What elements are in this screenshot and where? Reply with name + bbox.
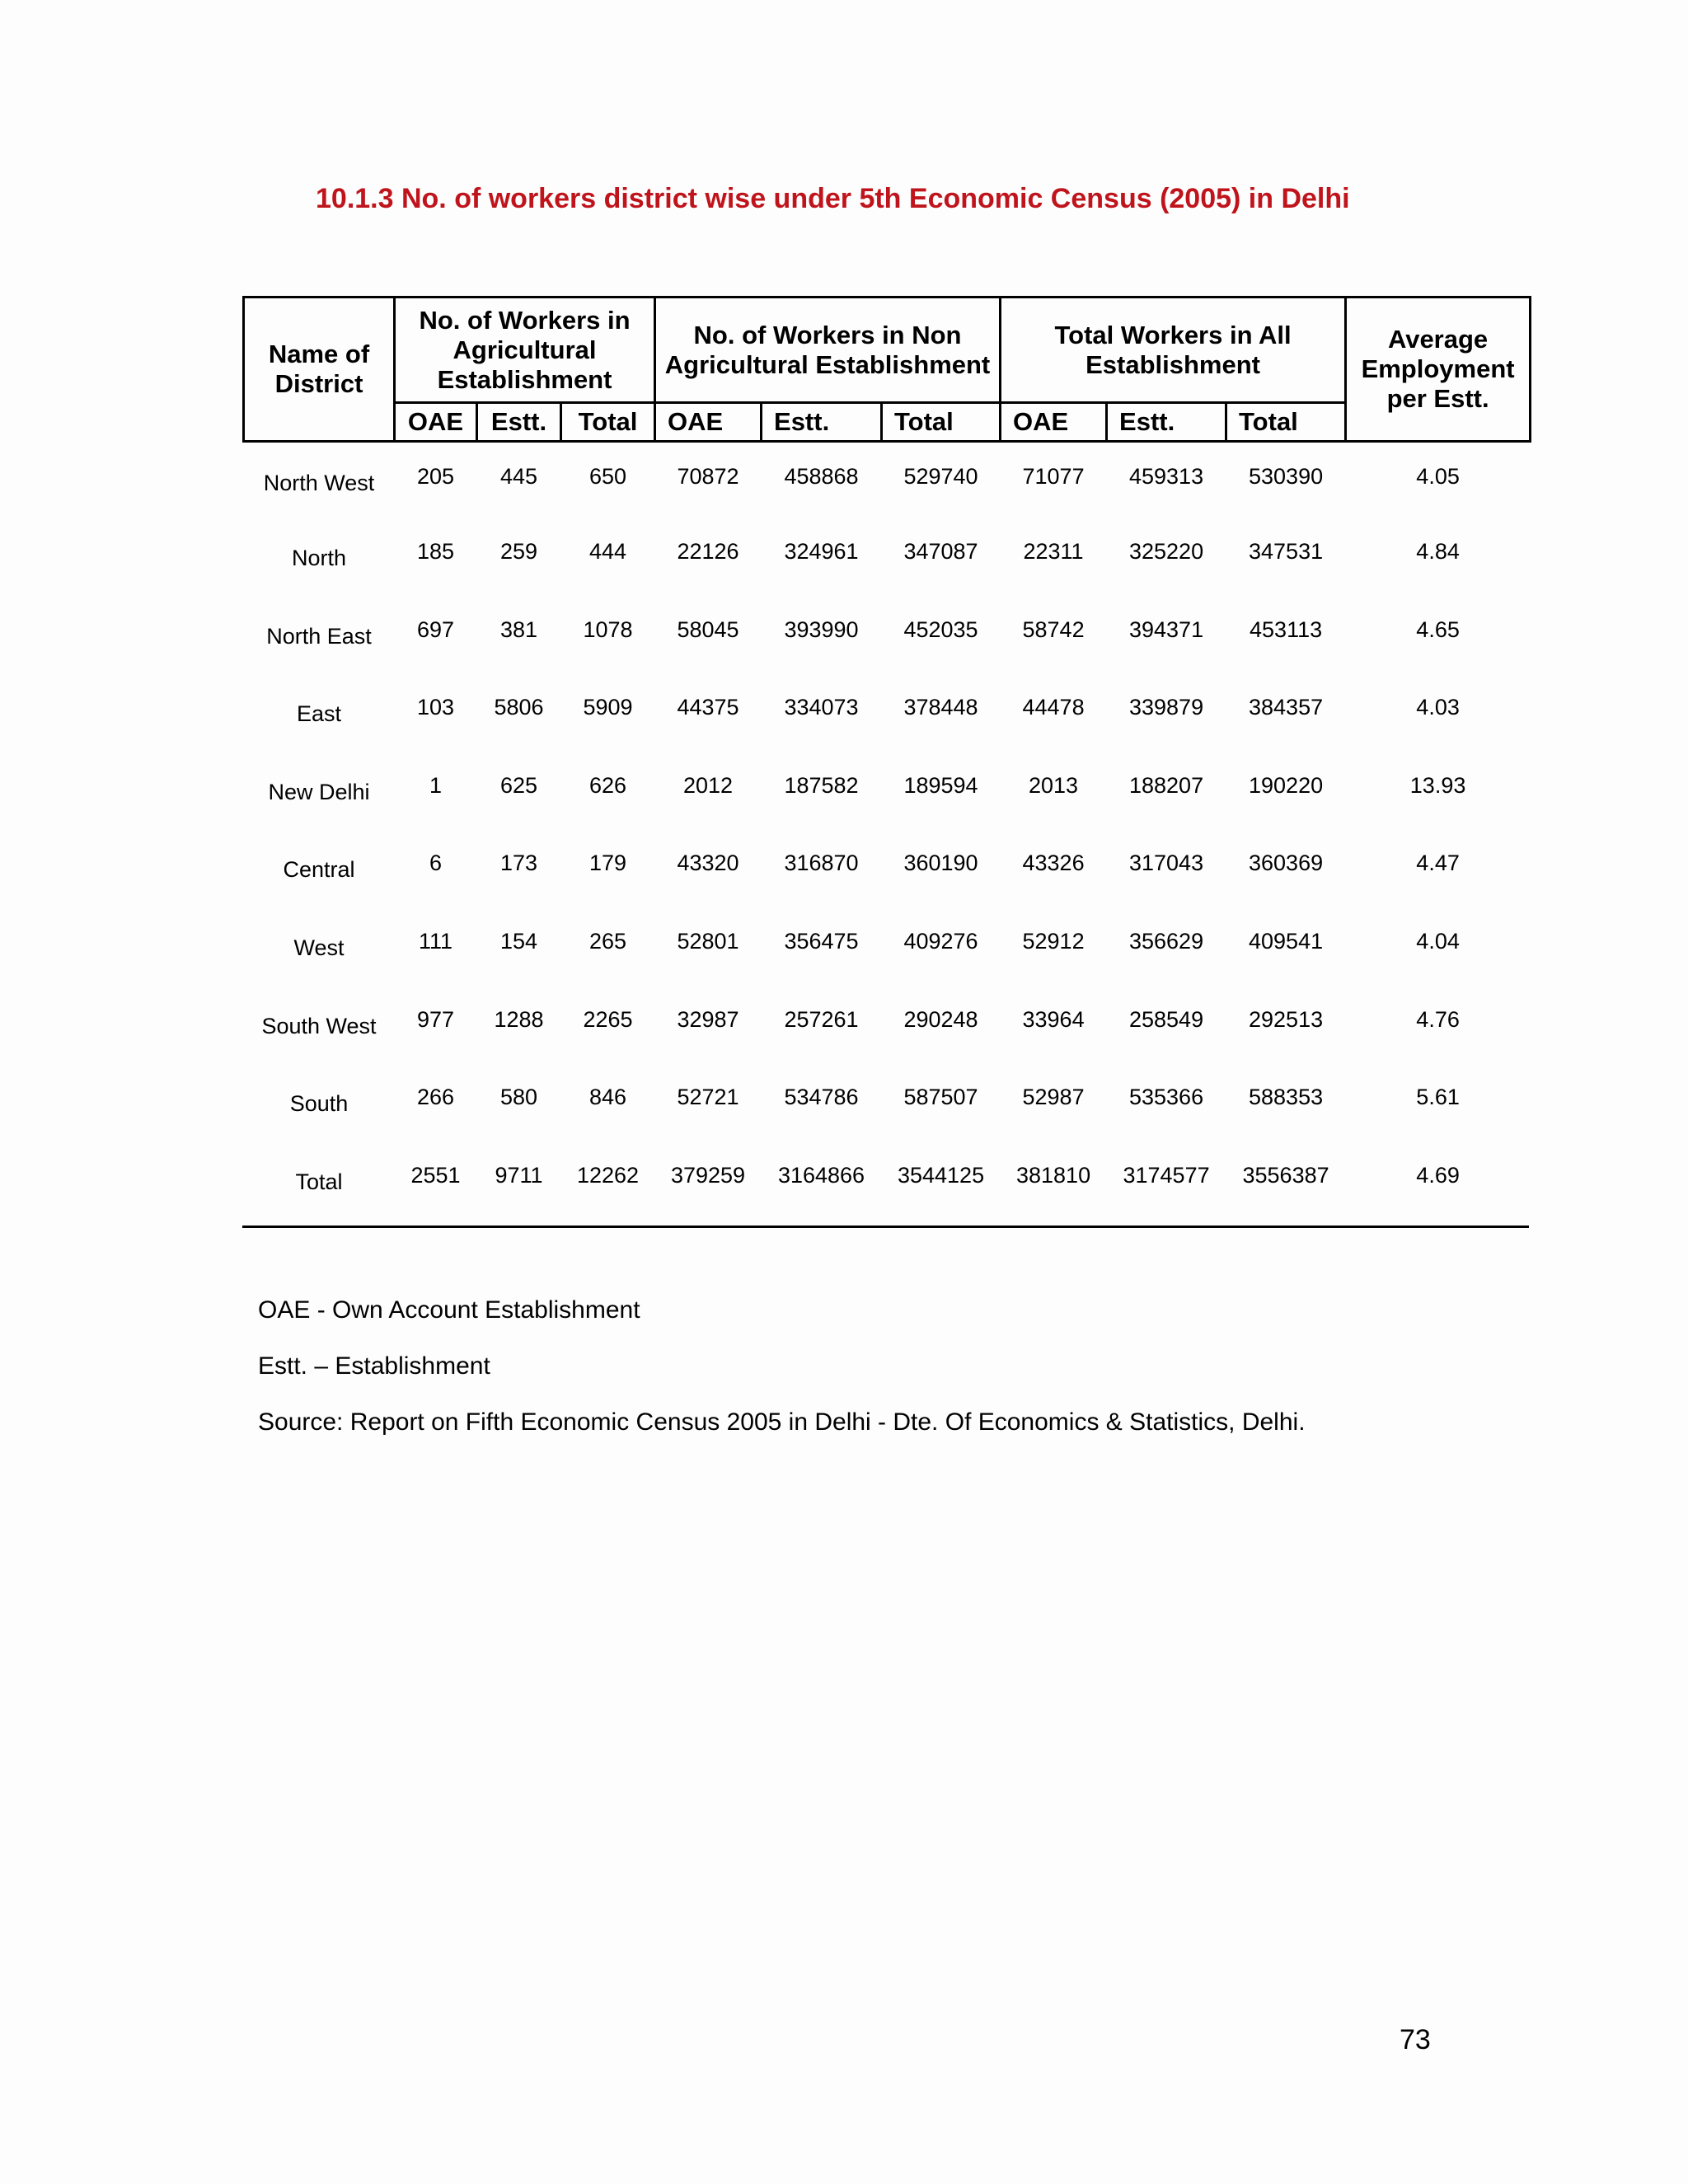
- agr-oae-cell: 205: [416, 464, 455, 489]
- district-name: North East: [266, 623, 372, 649]
- all-estt-cell: 3174577: [1123, 1162, 1210, 1188]
- agr-oae-cell: 266: [416, 1085, 455, 1110]
- nonagr-total-cell: 409276: [903, 929, 978, 954]
- all-total-cell: 409541: [1249, 929, 1324, 954]
- nonagr-estt-cell: 257261: [784, 1006, 859, 1032]
- all-oae-cell: 58742: [1022, 616, 1085, 642]
- all-total-cell: 3556387: [1242, 1162, 1329, 1188]
- nonagr-total-cell: 290248: [903, 1006, 978, 1032]
- nonagr-estt-cell: 534786: [784, 1085, 859, 1110]
- agr-estt-cell: 625: [499, 772, 538, 798]
- subheader-nonagr-estt: Estt.: [762, 403, 882, 442]
- all-estt-cell: 535366: [1128, 1085, 1204, 1110]
- subheader-agr-total: Total: [561, 403, 655, 442]
- all-oae-cell: 2013: [1029, 772, 1079, 798]
- table-row: [244, 598, 1531, 676]
- all-oae-cell: 33964: [1022, 1006, 1085, 1032]
- table-row: [244, 831, 1531, 909]
- agr-oae-cell: 185: [416, 539, 455, 565]
- nonagr-total-cell: 378448: [903, 695, 978, 720]
- header-average-employment: Average Employment per Estt.: [1346, 298, 1531, 442]
- subheader-agr-estt: Estt.: [477, 403, 561, 442]
- nonagr-estt-cell: 458868: [784, 464, 859, 489]
- table-row: [244, 1143, 1531, 1221]
- all-oae-cell: 52912: [1022, 929, 1085, 954]
- table-row: [244, 442, 1531, 520]
- all-oae-cell: 22311: [1023, 539, 1084, 565]
- all-estt-cell: 339879: [1128, 695, 1204, 720]
- district-name: East: [296, 701, 342, 727]
- nonagr-estt-cell: 356475: [784, 929, 859, 954]
- table-body: [244, 442, 1531, 1221]
- nonagr-total-cell: 189594: [903, 772, 978, 798]
- nonagr-oae-cell: 2012: [682, 772, 734, 798]
- all-total-cell: 530390: [1249, 464, 1324, 489]
- all-oae-cell: 381810: [1015, 1162, 1091, 1188]
- footnote-source: Source: Report on Fifth Economic Census 2005 in Delhi - Dte. Of Economics & Statistics, Delhi.: [258, 1408, 1306, 1436]
- table-row: [244, 909, 1531, 987]
- district-name: New Delhi: [268, 779, 370, 804]
- agr-oae-cell: 1: [429, 772, 443, 798]
- district-name: North West: [263, 471, 375, 495]
- subheader-agr-oae: OAE: [395, 403, 477, 442]
- avg-employment-cell: 4.69: [1416, 1162, 1460, 1188]
- agr-total-cell: 12262: [576, 1162, 640, 1188]
- subheader-nonagr-total: Total: [882, 403, 1001, 442]
- agr-oae-cell: 697: [416, 616, 455, 642]
- table-row: [244, 1065, 1531, 1143]
- nonagr-oae-cell: 22126: [677, 539, 739, 565]
- all-estt-cell: 188207: [1128, 772, 1204, 798]
- nonagr-estt-cell: 316870: [784, 851, 859, 876]
- subheader-nonagr-oae: OAE: [655, 403, 762, 442]
- footnote-estt: Estt. – Establishment: [258, 1352, 490, 1380]
- subheader-all-total: Total: [1226, 403, 1346, 442]
- district-name: Central: [283, 857, 355, 883]
- table-bottom-rule: [242, 1226, 1529, 1228]
- all-total-cell: 190220: [1249, 772, 1324, 798]
- agr-oae-cell: 977: [416, 1006, 455, 1032]
- footnotes: [258, 1282, 1306, 1451]
- agr-total-cell: 179: [588, 851, 627, 876]
- header-agricultural: No. of Workers in Agricultural Establishment: [395, 298, 655, 403]
- avg-employment-cell: 4.05: [1416, 464, 1460, 489]
- all-oae-cell: 44478: [1022, 695, 1085, 720]
- all-estt-cell: 356629: [1128, 929, 1204, 954]
- agr-total-cell: 2265: [583, 1006, 633, 1032]
- agr-total-cell: 846: [588, 1085, 627, 1110]
- nonagr-oae-cell: 43320: [677, 851, 739, 876]
- nonagr-total-cell: 452035: [903, 616, 978, 642]
- agr-total-cell: 5909: [583, 695, 633, 720]
- nonagr-estt-cell: 393990: [784, 616, 859, 642]
- nonagr-estt-cell: 324961: [784, 539, 859, 565]
- agr-estt-cell: 1288: [494, 1006, 544, 1032]
- nonagr-total-cell: 347087: [903, 539, 978, 565]
- nonagr-total-cell: 360190: [903, 851, 978, 876]
- avg-employment-cell: 13.93: [1409, 772, 1466, 798]
- table-row: [244, 987, 1531, 1066]
- all-oae-cell: 43326: [1022, 851, 1085, 876]
- table-title-text: No. of workers district wise under 5th Economic Census (2005) in Delhi: [401, 183, 1350, 214]
- nonagr-oae-cell: 52721: [677, 1085, 739, 1110]
- footnote-oae: OAE - Own Account Establishment: [258, 1296, 640, 1324]
- district-name: Total: [295, 1169, 343, 1194]
- agr-estt-cell: 580: [499, 1085, 538, 1110]
- header-non-agricultural: No. of Workers in Non Agricultural Establishment: [655, 298, 1001, 403]
- district-name: South West: [261, 1013, 377, 1038]
- nonagr-estt-cell: 3164866: [777, 1162, 865, 1188]
- nonagr-total-cell: 529740: [903, 464, 978, 489]
- all-estt-cell: 258549: [1128, 1006, 1204, 1032]
- page-number: 73: [1400, 2024, 1431, 2055]
- all-estt-cell: 459313: [1128, 464, 1204, 489]
- avg-employment-cell: 4.65: [1416, 616, 1460, 642]
- agr-oae-cell: 2551: [410, 1162, 461, 1188]
- agr-estt-cell: 445: [499, 464, 538, 489]
- nonagr-total-cell: 3544125: [897, 1162, 985, 1188]
- agr-estt-cell: 173: [499, 851, 538, 876]
- header-total-workers: Total Workers in All Establishment: [1001, 298, 1346, 403]
- district-name: South: [289, 1091, 349, 1117]
- nonagr-estt-cell: 187582: [784, 772, 859, 798]
- agr-estt-cell: 381: [499, 616, 538, 642]
- nonagr-oae-cell: 44375: [677, 695, 739, 720]
- nonagr-oae-cell: 379259: [670, 1162, 746, 1188]
- agr-oae-cell: 103: [416, 695, 455, 720]
- table-row: [244, 675, 1531, 753]
- agr-estt-cell: 154: [499, 929, 538, 954]
- avg-employment-cell: 4.04: [1416, 929, 1460, 954]
- agr-total-cell: 444: [588, 539, 627, 565]
- table-row: [244, 519, 1531, 598]
- all-total-cell: 453113: [1250, 616, 1323, 642]
- all-total-cell: 292513: [1249, 1006, 1324, 1032]
- agr-total-cell: 650: [588, 464, 627, 489]
- avg-employment-cell: 4.76: [1416, 1006, 1460, 1032]
- avg-employment-cell: 4.03: [1416, 695, 1460, 720]
- avg-employment-cell: 4.84: [1416, 539, 1460, 565]
- agr-estt-cell: 9711: [495, 1162, 543, 1188]
- all-total-cell: 588353: [1249, 1085, 1324, 1110]
- nonagr-oae-cell: 58045: [677, 616, 739, 642]
- subheader-all-oae: OAE: [1001, 403, 1107, 442]
- agr-estt-cell: 259: [499, 539, 538, 565]
- nonagr-oae-cell: 70872: [677, 464, 739, 489]
- nonagr-oae-cell: 52801: [677, 929, 739, 954]
- subheader-all-estt: Estt.: [1107, 403, 1226, 442]
- all-oae-cell: 52987: [1022, 1085, 1085, 1110]
- agr-total-cell: 265: [588, 929, 627, 954]
- agr-total-cell: 626: [588, 772, 627, 798]
- all-oae-cell: 71077: [1022, 464, 1085, 489]
- agr-oae-cell: 6: [429, 851, 443, 876]
- agr-oae-cell: 111: [418, 929, 453, 954]
- all-estt-cell: 325220: [1128, 539, 1204, 565]
- agr-total-cell: 1078: [583, 616, 633, 642]
- nonagr-total-cell: 587507: [903, 1085, 978, 1110]
- avg-employment-cell: 5.61: [1416, 1085, 1460, 1110]
- district-name: North: [291, 546, 347, 571]
- all-total-cell: 360369: [1249, 851, 1324, 876]
- all-estt-cell: 317043: [1128, 851, 1204, 876]
- nonagr-oae-cell: 32987: [677, 1006, 739, 1032]
- workers-census-table: [242, 296, 1531, 1221]
- nonagr-estt-cell: 334073: [784, 695, 859, 720]
- table-number: 10.1.3: [316, 183, 394, 214]
- all-total-cell: 347531: [1249, 539, 1324, 565]
- avg-employment-cell: 4.47: [1416, 851, 1460, 876]
- district-name: West: [293, 935, 345, 961]
- all-estt-cell: 394371: [1128, 616, 1204, 642]
- all-total-cell: 384357: [1249, 695, 1324, 720]
- table-row: [244, 753, 1531, 832]
- header-district: Name of District: [244, 298, 395, 442]
- agr-estt-cell: 5806: [494, 695, 544, 720]
